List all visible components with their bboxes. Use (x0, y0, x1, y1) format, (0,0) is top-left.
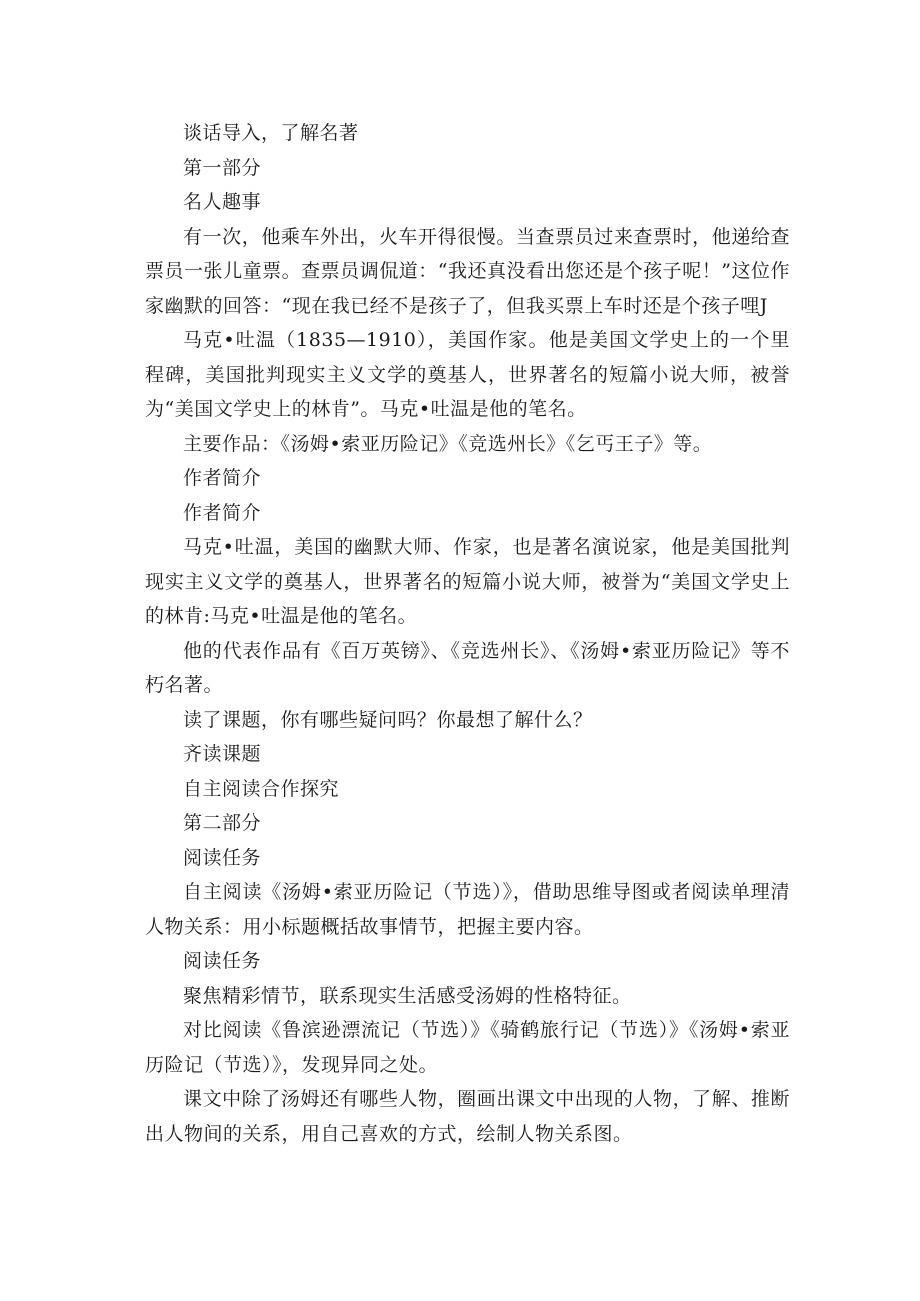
self-study-heading: 自主阅读合作探究 (183, 777, 340, 800)
comparison-paragraph: 对比阅读《鲁滨逊漂流记（节选）》《骑鹤旅行记（节选）》《汤姆•索亚历险记（节选）》，发现异同之处。 (145, 1019, 790, 1076)
read-title-line: 齐读课题 (183, 743, 262, 765)
reading-task-heading-2: 阅读任务 (183, 950, 262, 972)
anecdote-heading: 名人趣事 (183, 191, 262, 213)
intro-heading: 谈话导入，了解名著 (183, 122, 359, 144)
part-one-heading: 第一部分 (183, 156, 262, 179)
author-intro-heading-1: 作者简介 (183, 467, 262, 489)
reading-task-heading-1: 阅读任务 (183, 846, 262, 869)
representative-works-paragraph: 他的代表作品有《百万英镑》、《竞选州长》、《汤姆•索亚历险记》等不朽名著。 (145, 639, 790, 696)
part-two-heading: 第二部分 (183, 812, 262, 834)
characters-paragraph: 课文中除了汤姆还有哪些人物，圈画出课文中出现的人物，了解、推断出人物间的关系，用自己喜欢的方式，绘制人物关系图。 (145, 1088, 790, 1145)
author-intro-heading-2: 作者简介 (183, 501, 262, 524)
question-paragraph: 读了课题，你有哪些疑问吗？你最想了解什么？ (183, 708, 593, 731)
author-bio-paragraph: 马克•吐温（1835—1910），美国作家。他是美国文学史上的一个里程碑，美国批判现实主义文学的奠基人，世界著名的短篇小说大师，被誉为“美国文学史上的林肯”。马克•吐温是他的笔名。 (145, 329, 790, 420)
major-works-paragraph: 主要作品：《汤姆•索亚历险记》《竞选州长》《乞丐王子》等。 (183, 432, 713, 455)
anecdote-paragraph: 有一次，他乘车外出，火车开得很慢。当查票员过来查票时，他递给查票员一张儿童票。查票员调侃道：“我还真没看出您还是个孩子呢！”这位作家幽默的回答：“现在我已经不是孩子了，但我买票上车时还是个孩子哩J (145, 225, 790, 317)
focus-paragraph: 聚焦精彩情节，联系现实生活感受汤姆的性格特征。 (183, 984, 632, 1007)
reading-task-paragraph-1: 自主阅读《汤姆•索亚历险记（节选）》，借助思维导图或者阅读单理清人物关系：用小标题概括故事情节，把握主要内容。 (145, 881, 790, 938)
author-intro-paragraph: 马克•吐温，美国的幽默大师、作家，也是著名演说家，他是美国批判现实主义文学的奠基人，世界著名的短篇小说大师，被誉为“美国文学史上的林肯:马克•吐温是他的笔名。 (145, 536, 790, 627)
